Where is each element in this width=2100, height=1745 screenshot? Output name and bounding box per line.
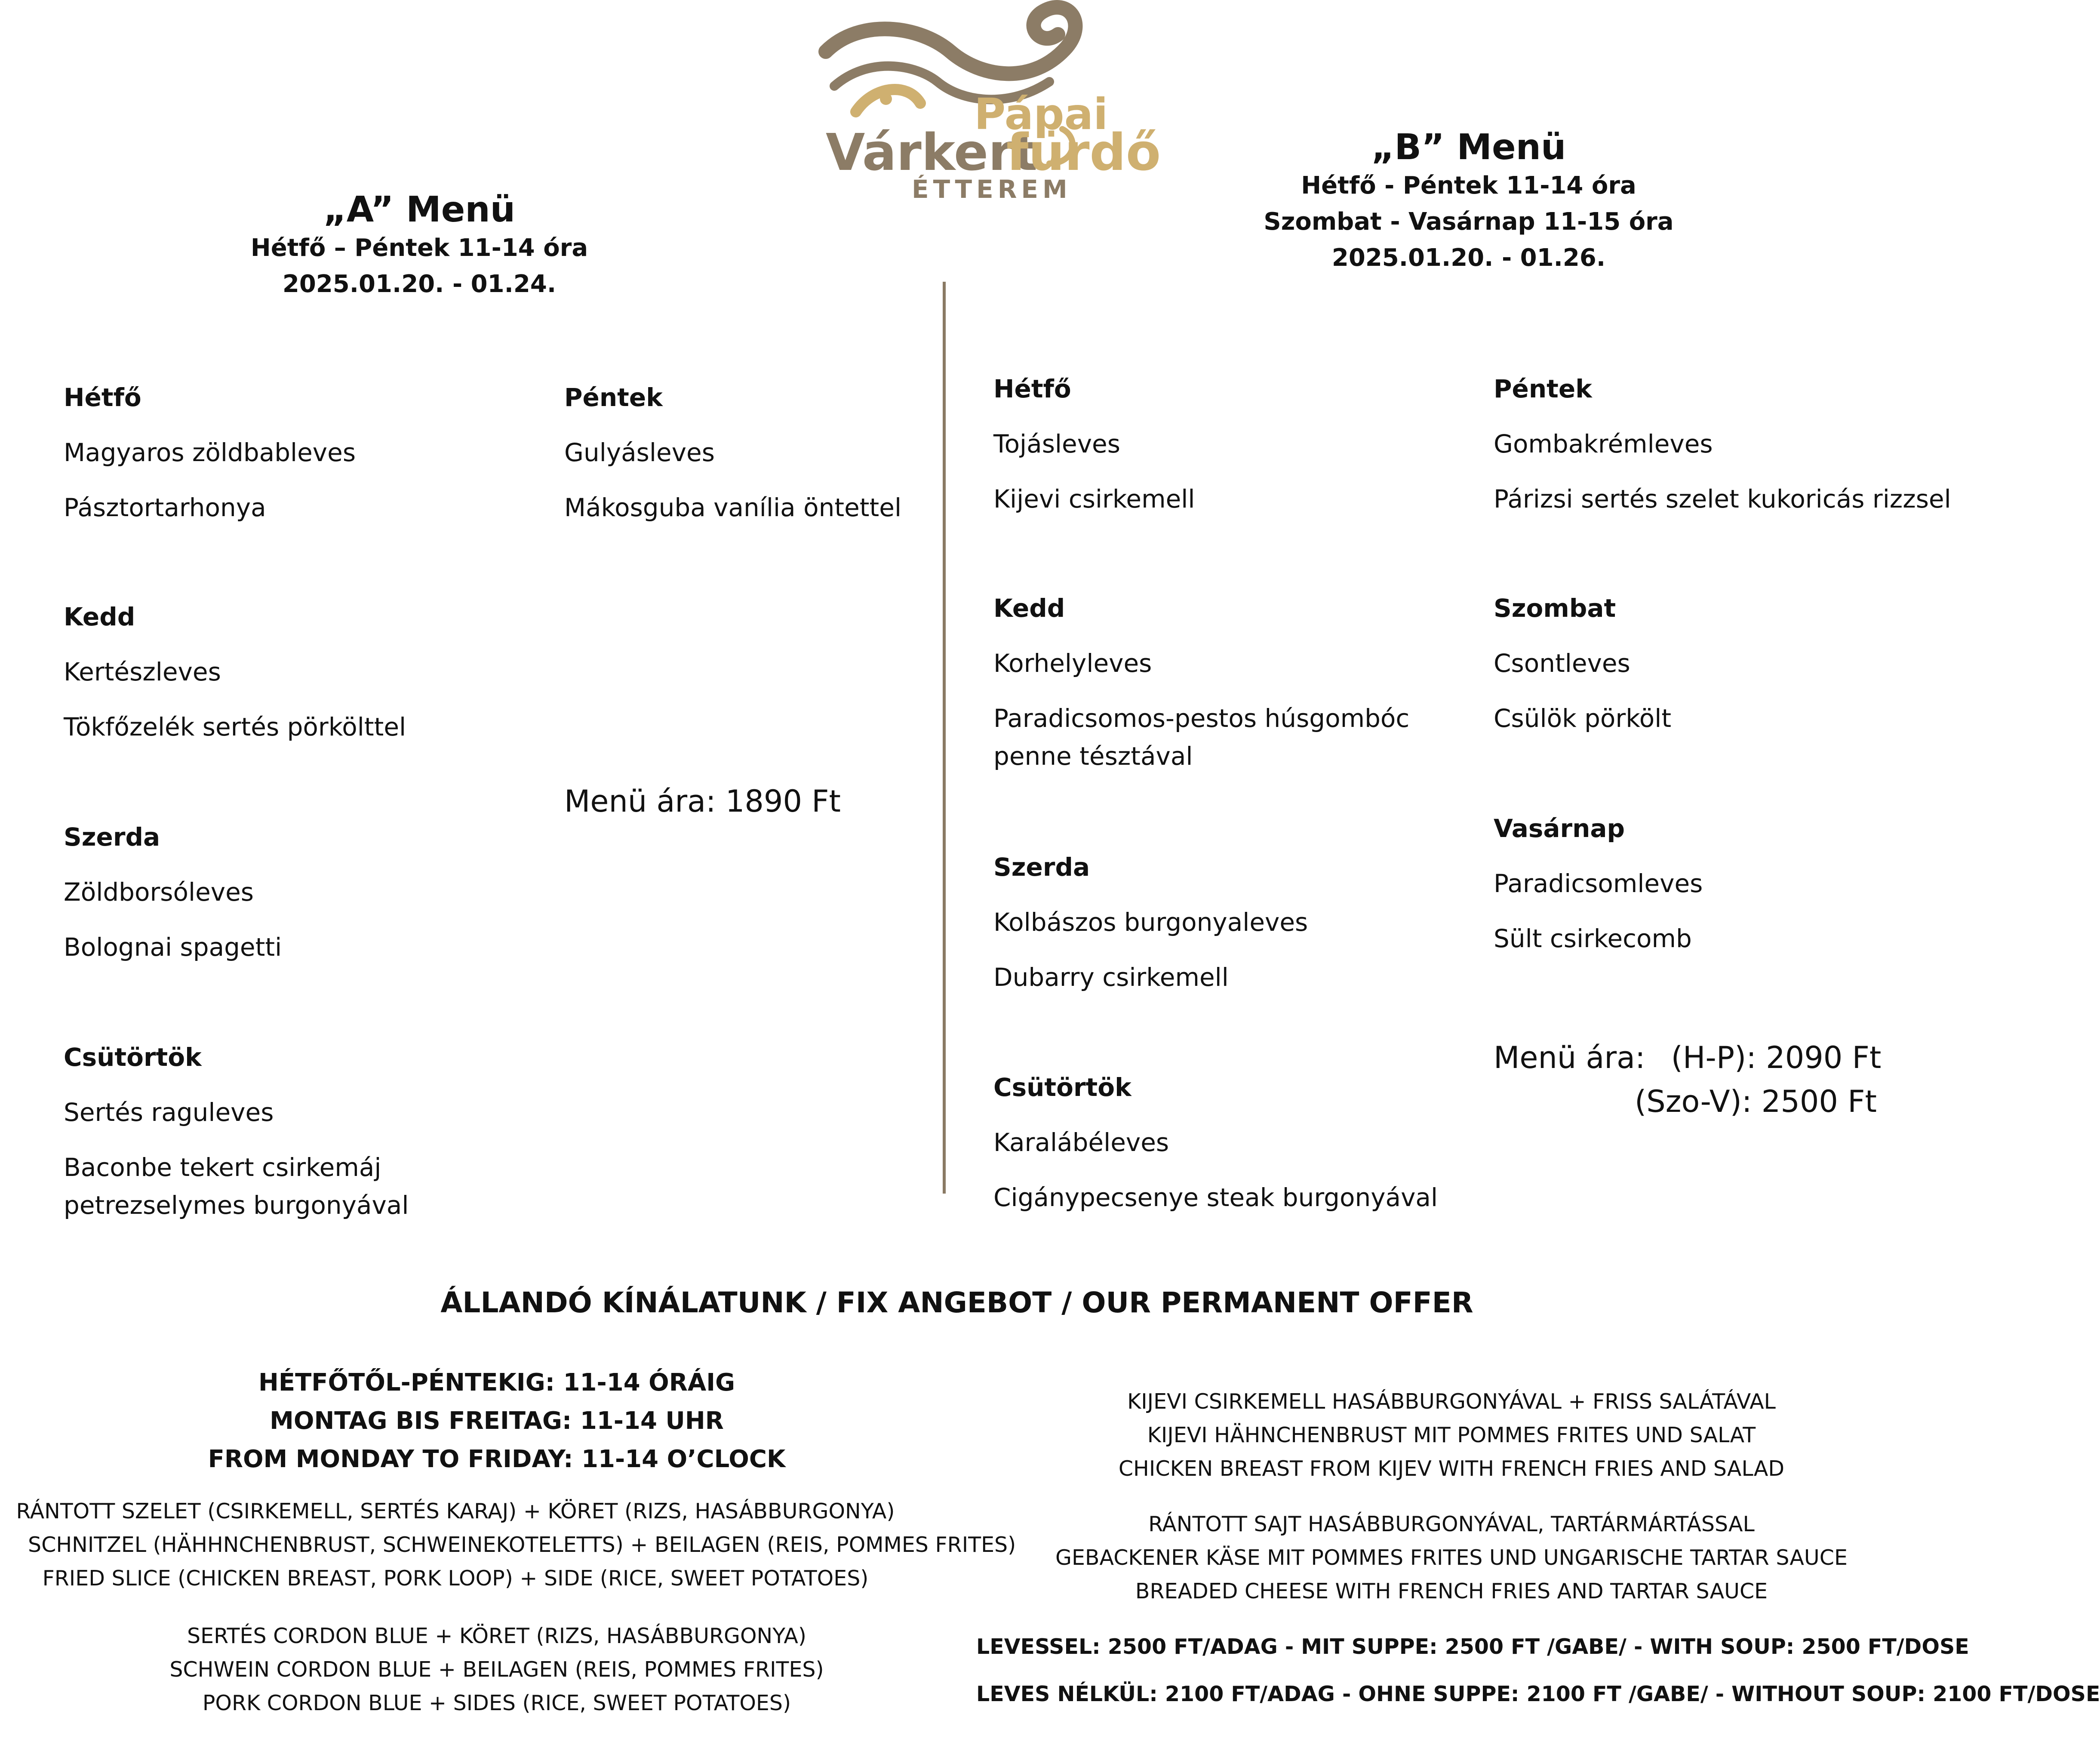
menu-b-dates: 2025.01.20. - 01.26. (1331, 244, 1606, 272)
soup: Tojásleves (993, 429, 1120, 459)
soup: Sertés raguleves (64, 1098, 274, 1127)
menu-b-header (1256, 127, 1682, 276)
logo-swirl-icon (809, 0, 1161, 206)
menu-b-day-saturday (1494, 594, 1924, 737)
restaurant-logo (809, 0, 1161, 206)
item-line-hu: SERTÉS CORDON BLUE + KÖRET (RIZS, HASÁBBURGONYA) (187, 1624, 806, 1648)
item-line-en: PORK CORDON BLUE + SIDES (RICE, SWEET POTATOES) (202, 1691, 791, 1715)
menu-a-day-tuesday (64, 602, 515, 746)
soup: Zöldborsóleves (64, 877, 254, 907)
main-course: Csülök pörkölt (1494, 704, 1672, 733)
permanent-left-item-2 (34, 1619, 959, 1720)
item-line-de: SCHWEIN CORDON BLUE + BEILAGEN (REIS, POMMES FRITES) (169, 1657, 824, 1682)
soup: Csontleves (1494, 649, 1630, 678)
menu-b-title: „B” Menü (1371, 127, 1566, 168)
day-label: Szerda (64, 822, 160, 852)
main-course: Baconbe tekert csirkemáj petrezselymes burgonyával (64, 1153, 409, 1220)
day-label: Szerda (993, 852, 1090, 882)
permanent-hours (34, 1363, 959, 1478)
main-course: Cigánypecsenye steak burgonyával (993, 1183, 1438, 1212)
main-course: Mákosguba vanília öntettel (564, 493, 902, 522)
day-label: Péntek (564, 383, 663, 412)
hours-de: MONTAG BIS FREITAG: 11-14 UHR (270, 1407, 724, 1435)
main-course: Kijevi csirkemell (993, 484, 1195, 514)
soup: Gulyásleves (564, 438, 715, 467)
hours-hu: HÉTFŐTŐL-PÉNTEKIG: 11-14 ÓRÁIG (258, 1369, 735, 1397)
soup: Kolbászos burgonyaleves (993, 908, 1308, 937)
item-line-en: BREADED CHEESE WITH FRENCH FRIES AND TARTAR SAUCE (1135, 1579, 1768, 1603)
permanent-offer-title: ÁLLANDÓ KÍNÁLATUNK / FIX ANGEBOT / OUR PERMANENT OFFER (440, 1286, 1473, 1319)
logo-line1: Pápai (974, 89, 1108, 139)
menu-a-header (215, 189, 624, 302)
menu-a-day-thursday (64, 1043, 442, 1224)
day-label: Csütörtök (993, 1073, 1131, 1102)
menu-b-day-tuesday (993, 594, 1424, 775)
menu-b-day-thursday (993, 1073, 1479, 1216)
soup: Karalábéleves (993, 1128, 1169, 1157)
soup: Korhelyleves (993, 649, 1152, 678)
logo-line3: ÉTTEREM (912, 175, 1072, 204)
item-line-de: SCHNITZEL (HÄHHNCHENBRUST, SCHWEINEKOTELETTS) + BEILAGEN (REIS, POMMES FRITES) (28, 1533, 1016, 1557)
menu-b-price (1494, 1036, 1924, 1123)
menu-b-day-wednesday (993, 852, 1445, 996)
item-line-de: GEBACKENER KÄSE MIT POMMES FRITES UND UNGARISCHE TARTAR SAUCE (1055, 1545, 1848, 1570)
main-course: Sült csirkecomb (1494, 924, 1692, 953)
price-with-soup: LEVESSEL: 2500 FT/ADAG - MIT SUPPE: 2500 FT /GABE/ - WITH SOUP: 2500 FT/DOSE (976, 1634, 1969, 1659)
item-line-de: KIJEVI HÄHNCHENBRUST MIT POMMES FRITES UND SALAT (1147, 1423, 1756, 1447)
menu-b-day-monday (993, 374, 1445, 518)
item-line-hu: RÁNTOTT SAJT HASÁBBURGONYÁVAL, TARTÁRMÁRTÁSSAL (1148, 1512, 1755, 1536)
main-course: Pásztortarhonya (64, 493, 266, 522)
soup: Magyaros zöldbableves (64, 438, 356, 467)
menu-b-day-friday (1494, 374, 1951, 518)
day-label: Kedd (993, 594, 1065, 623)
soup: Paradicsomleves (1494, 869, 1703, 898)
menu-a-dates: 2025.01.20. - 01.24. (282, 270, 557, 298)
item-line-en: FRIED SLICE (CHICKEN BREAST, PORK LOOP) + SIDE (RICE, SWEET POTATOES) (42, 1566, 869, 1591)
menu-a-hours: Hétfő – Péntek 11-14 óra (250, 234, 588, 262)
item-line-en: CHICKEN BREAST FROM KIJEV WITH FRENCH FRIES AND SALAD (1118, 1456, 1785, 1481)
day-label: Csütörtök (64, 1043, 202, 1072)
day-label: Kedd (64, 602, 135, 631)
main-course: Párizsi sertés szelet kukoricás rizzsel (1494, 484, 1951, 514)
logo-line2b: fürdő (1006, 123, 1161, 182)
price-without-soup: LEVES NÉLKÜL: 2100 FT/ADAG - OHNE SUPPE: 2100 FT /GABE/ - WITHOUT SOUP: 2100 FT/DOSE (976, 1682, 2100, 1706)
item-line-hu: KIJEVI CSIRKEMELL HASÁBBURGONYÁVAL + FRISS SALÁTÁVAL (1127, 1389, 1776, 1414)
menu-b-price-weekday: (H-P): 2090 Ft (1671, 1040, 1882, 1075)
soup: Gombakrémleves (1494, 429, 1713, 459)
menu-a-day-monday (64, 383, 515, 526)
menu-a-title: „A” Menü (323, 189, 516, 230)
permanent-left-item-1 (0, 1495, 1016, 1595)
soup: Kertészleves (64, 657, 221, 686)
menu-a-price: Menü ára: 1890 Ft (564, 784, 841, 819)
main-course: Tökfőzelék sertés pörkölttel (64, 712, 406, 742)
menu-b-hours-weekend: Szombat - Vasárnap 11-15 óra (1264, 208, 1674, 236)
main-course: Bolognai spagetti (64, 933, 282, 962)
menu-b-day-sunday (1494, 814, 1924, 957)
menu-a-day-wednesday (64, 822, 515, 966)
day-label: Hétfő (993, 374, 1071, 403)
day-label: Vasárnap (1494, 814, 1625, 843)
column-divider (943, 282, 946, 1194)
menu-a-day-friday (564, 383, 930, 526)
menu-b-price-weekend: (Szo-V): 2500 Ft (1635, 1084, 1877, 1119)
logo-line2a: Várkert (826, 123, 1038, 182)
day-label: Szombat (1494, 594, 1616, 623)
day-label: Hétfő (64, 383, 141, 412)
menu-b-hours-weekday: Hétfő - Péntek 11-14 óra (1301, 172, 1636, 200)
item-line-hu: RÁNTOTT SZELET (CSIRKEMELL, SERTÉS KARAJ) + KÖRET (RIZS, HASÁBBURGONYA) (16, 1499, 895, 1523)
main-course: Dubarry csirkemell (993, 963, 1229, 992)
menu-b-price-label: Menü ára: (1494, 1040, 1645, 1075)
hours-en: FROM MONDAY TO FRIDAY: 11-14 O’CLOCK (208, 1445, 786, 1473)
day-label: Péntek (1494, 374, 1592, 403)
permanent-right-item-1 (989, 1385, 1914, 1486)
main-course: Paradicsomos-pestos húsgombóc penne tésztával (993, 704, 1410, 771)
permanent-right-item-2 (989, 1508, 1914, 1608)
